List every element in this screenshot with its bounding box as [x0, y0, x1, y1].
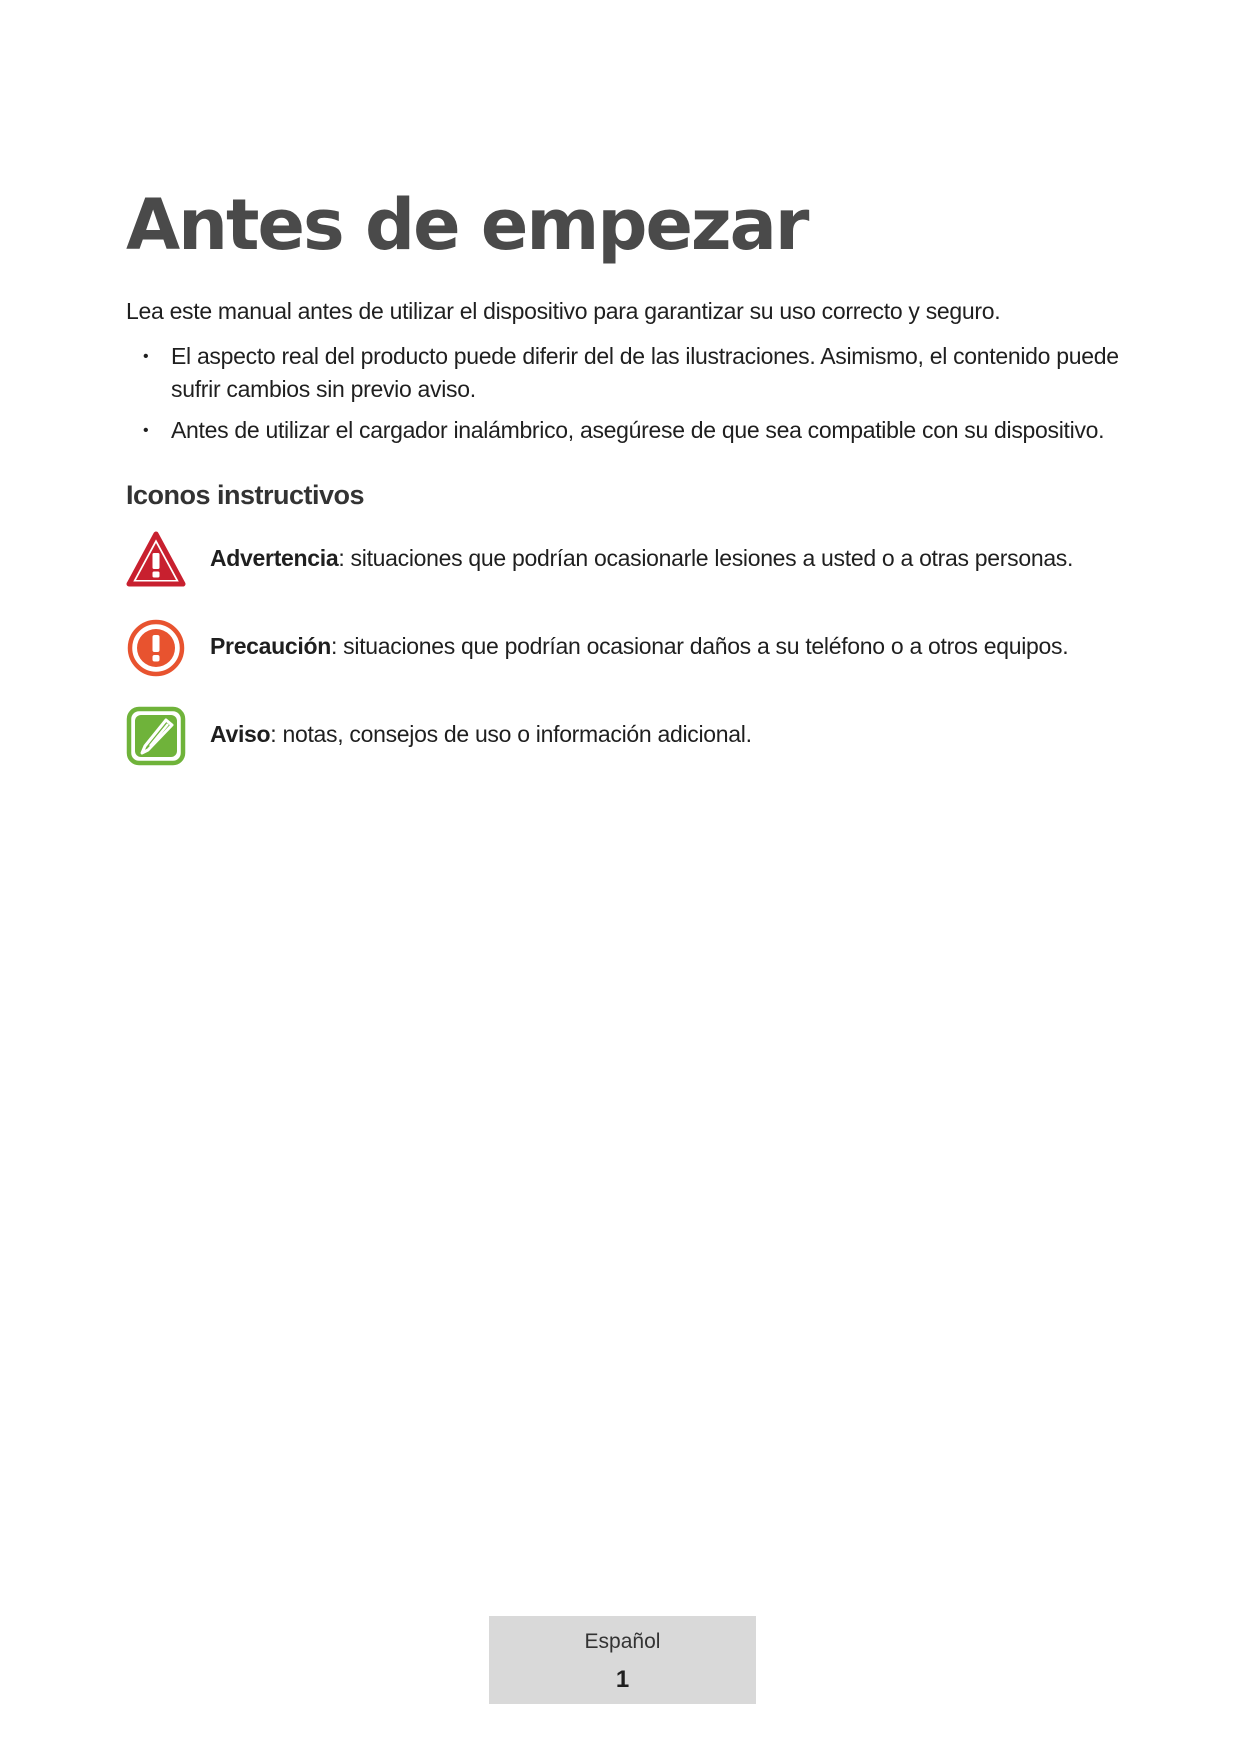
- caution-circle-icon: [126, 618, 186, 678]
- warning-text: : situaciones que podrían ocasionarle lesiones a usted o a otras personas.: [338, 545, 1074, 571]
- note-text: : notas, consejos de uso o información adicional.: [270, 721, 752, 747]
- section-heading: Iconos instructivos: [126, 480, 365, 510]
- warning-label: Advertencia: [210, 545, 339, 571]
- caution-description: [210, 630, 1068, 662]
- page-number: 1: [615, 1666, 630, 1693]
- bullet-marker: •: [143, 348, 149, 365]
- page-footer: [489, 1616, 756, 1704]
- warning-triangle-icon: [126, 530, 186, 590]
- list-item-text: El aspecto real del producto puede diferir del de las ilustraciones. Asimismo, el contenido puede sufrir cambios sin previo aviso.: [171, 343, 1119, 402]
- note-description: [210, 718, 752, 750]
- icon-legend-note: [126, 706, 1126, 766]
- warning-description: [210, 542, 1073, 574]
- icon-legend-warning: [126, 530, 1126, 590]
- notes-list: [126, 340, 1126, 455]
- footer-language: Español: [584, 1630, 661, 1653]
- intro-paragraph: Lea este manual antes de utilizar el dispositivo para garantizar su uso correcto y seguro.: [126, 298, 1001, 324]
- list-item: [126, 340, 1126, 406]
- icon-legend-caution: [126, 618, 1126, 678]
- caution-text: : situaciones que podrían ocasionar daños a su teléfono o a otros equipos.: [331, 633, 1069, 659]
- page-title: Antes de empezar: [126, 184, 808, 266]
- list-item-text: Antes de utilizar el cargador inalámbrico, asegúrese de que sea compatible con su dispositivo.: [171, 417, 1105, 443]
- note-pencil-icon: [126, 706, 186, 766]
- note-label: Aviso: [210, 721, 271, 747]
- list-item: [126, 414, 1126, 447]
- caution-label: Precaución: [210, 633, 331, 659]
- bullet-marker: •: [143, 422, 149, 439]
